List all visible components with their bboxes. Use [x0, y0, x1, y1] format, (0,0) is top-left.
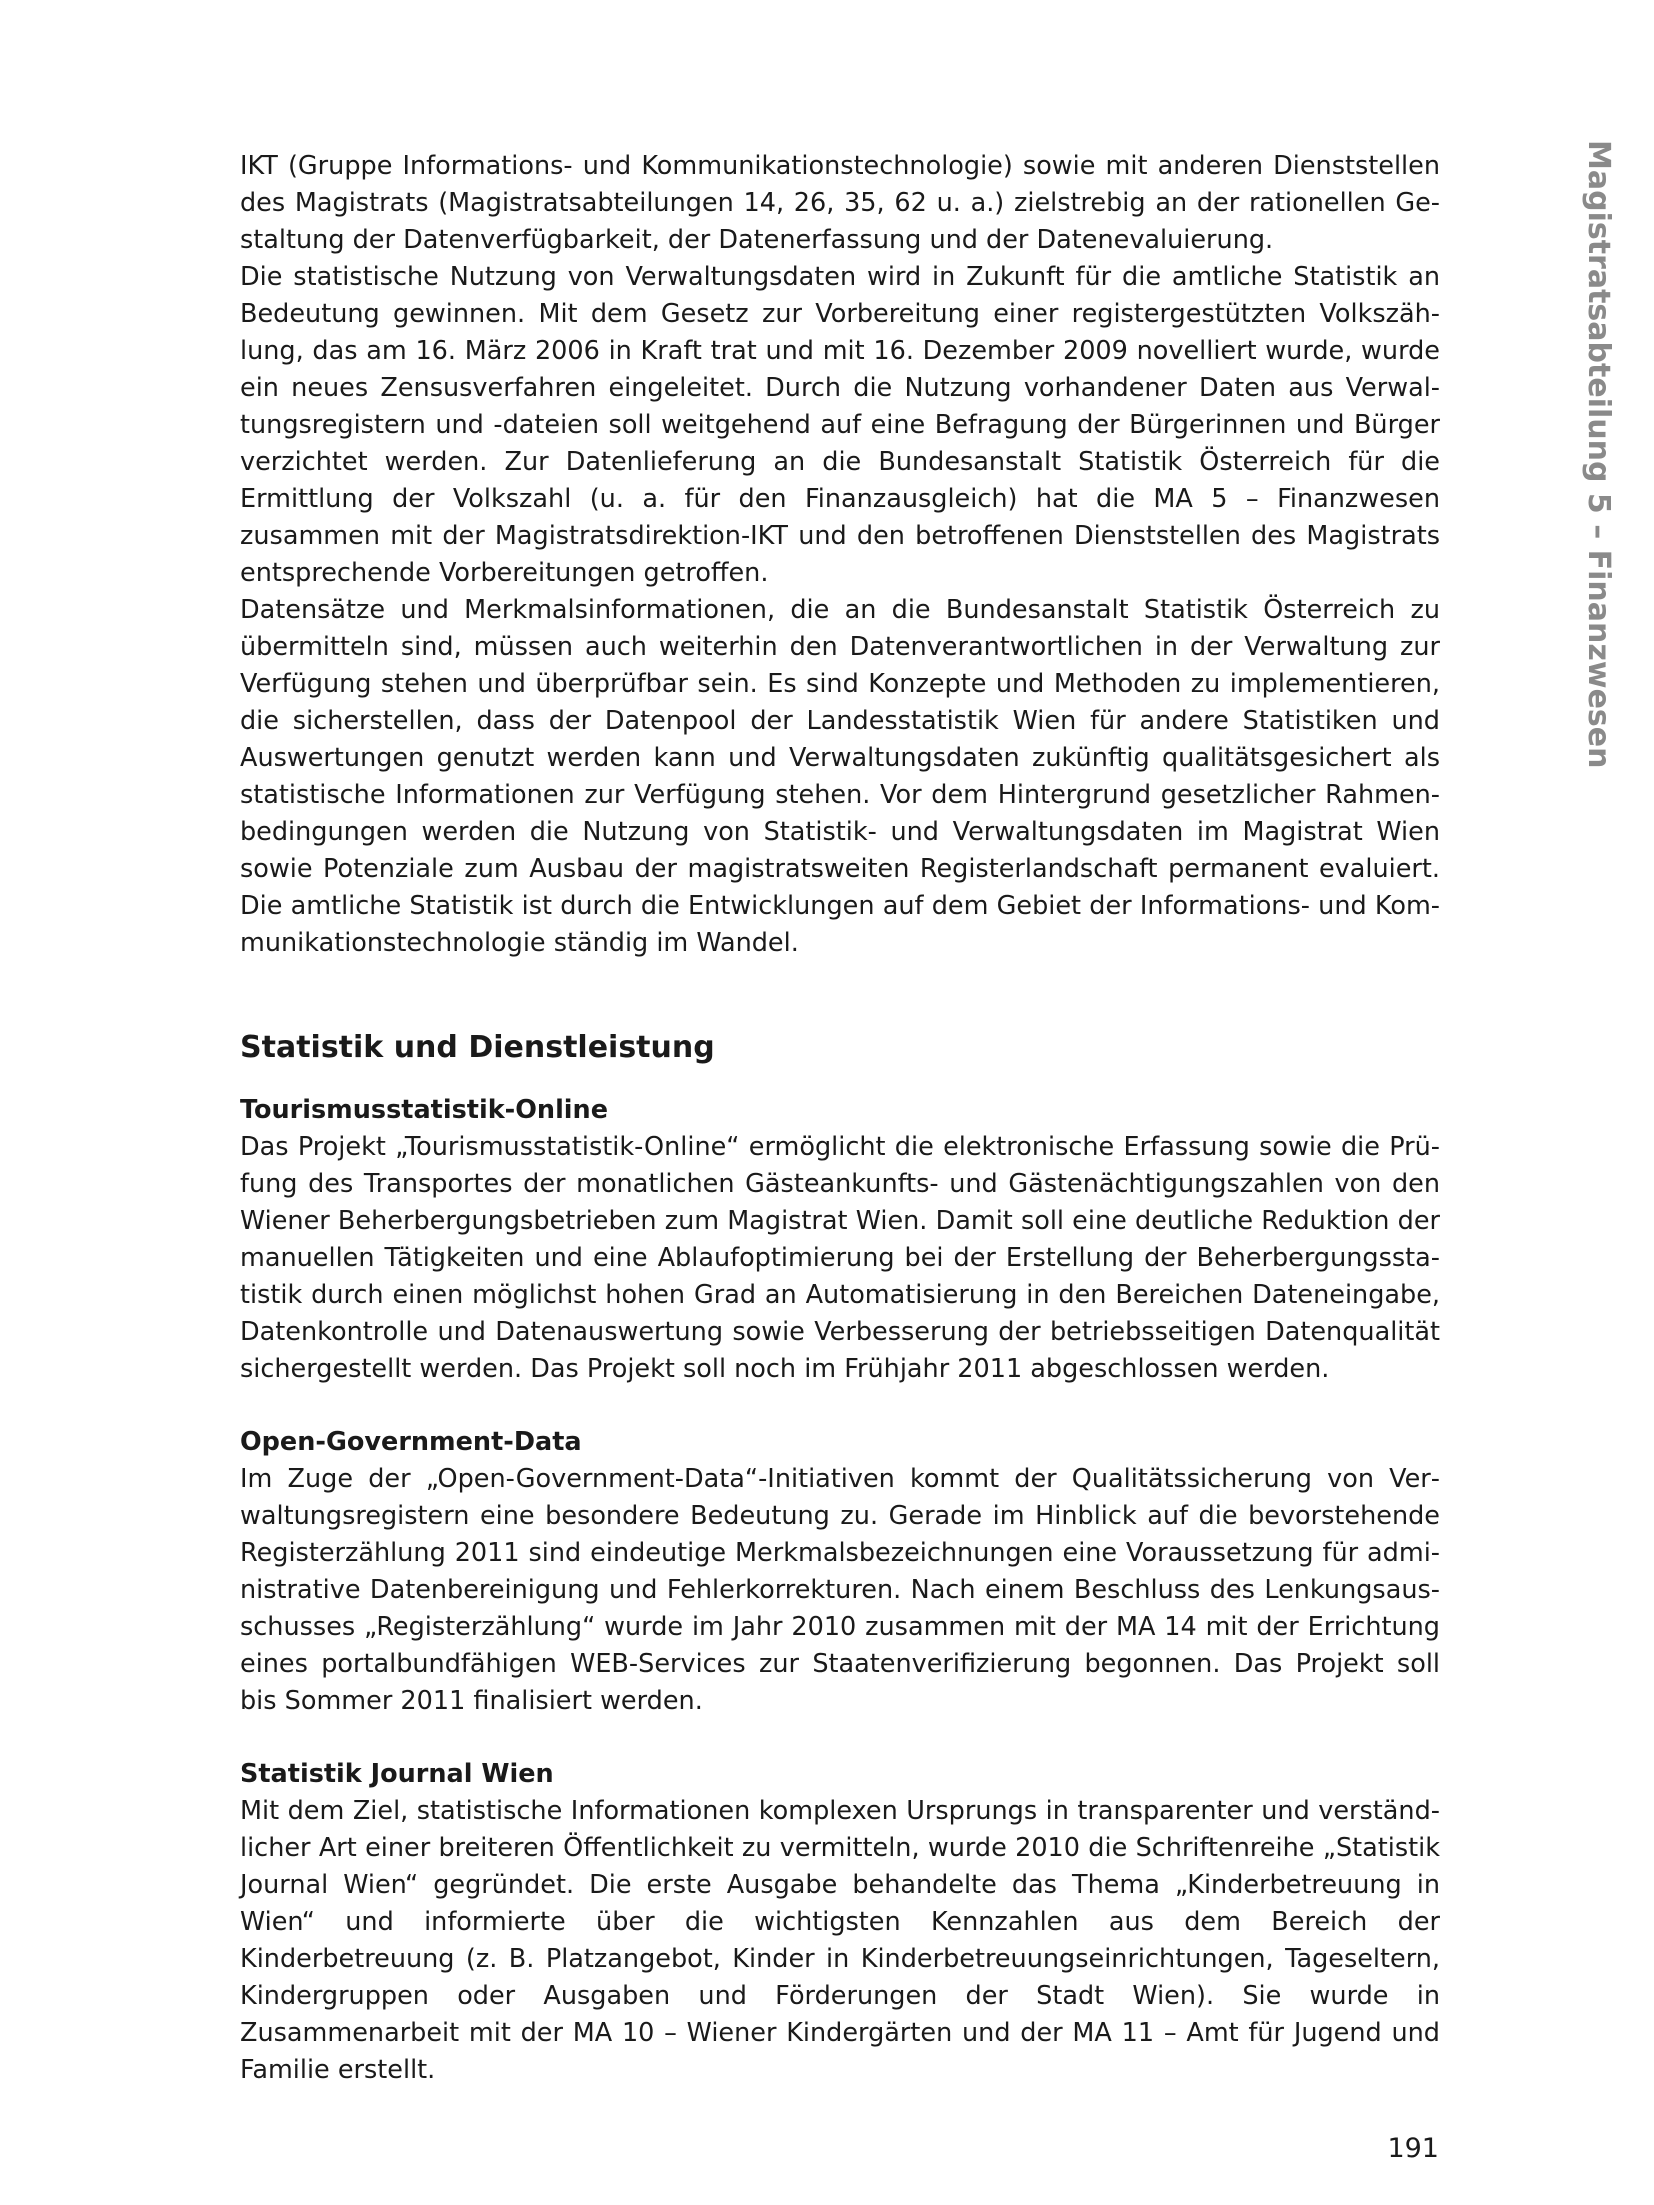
intro-paragraph-2: Die statistische Nutzung von Verwaltungsdaten wird in Zukunft für die amtliche Statistik an Bedeutung gewinnen. Mit dem Gesetz zur Vorbereitung einer registergestützten Volkszählung, das am 16. März 2006 in Kraft trat und mit 16. Dezember 2009 novelliert wurde, wurde ein neues Zensusverfahren eingeleitet. Durch die Nutzung vorhandener Daten aus Verwaltungsregistern und -dateien soll weitgehend auf eine Befragung der Bürgerinnen und Bürger verzichtet werden. Zur Datenlieferung an die Bundesanstalt Statistik Österreich für die Ermittlung der Volkszahl (u. a. für den Finanzausgleich) hat die MA 5 – Finanzwesen zusammen mit der Magistratsdirektion-IKT und den betroffenen Dienststellen des Magistrats entsprechende Vorbereitungen getroffen. [240, 262, 1440, 588]
subsection-heading-open-data: Open-Government-Data [240, 1427, 582, 1457]
side-running-title: Magistratsabteilung 5 – Finanzwesen [1581, 140, 1616, 769]
subsection-text-journal: Mit dem Ziel, statistische Informationen komplexen Ursprungs in transparenter und verständlicher Art einer breiteren Öffentlichkeit zu vermitteln, wurde 2010 die Schriftenreihe „Statistik Journal Wien“ gegründet. Die erste Ausgabe behandelte das Thema „Kinderbetreuung in Wien“ und informierte über die wichtigsten Kennzahlen aus dem Bereich der Kinderbetreuung (z. B. Platzangebot, Kinder in Kinderbetreuungseinrichtungen, Tageseltern, Kindergruppen oder Ausgaben und Förderungen der Stadt Wien). Sie wurde in Zusammenarbeit mit der MA 10 – Wiener Kindergärten und der MA 11 – Amt für Jugend und Familie erstellt. [240, 1796, 1440, 2085]
intro-paragraph-3: Datensätze und Merkmalsinformationen, die an die Bundesanstalt Statistik Österreich zu übermitteln sind, müssen auch weiterhin den Datenverantwortlichen in der Verwaltung zur Verfügung stehen und überprüfbar sein. Es sind Konzepte und Methoden zu implementieren, die sicherstellen, dass der Datenpool der Landesstatistik Wien für andere Statistiken und Auswertungen genutzt werden kann und Verwaltungsdaten zukünftig qualitätsgesichert als statistische Informationen zur Verfügung stehen. Vor dem Hintergrund gesetzlicher Rahmenbedingungen werden die Nutzung von Statistik- und Verwaltungsdaten im Magistrat Wien sowie Potenziale zum Ausbau der magistratsweiten Registerlandschaft permanent evaluiert. Die amtliche Statistik ist durch die Entwicklungen auf dem Gebiet der Informations- und Kommunikationstechnologie ständig im Wandel. [240, 595, 1440, 958]
subsection-text-tourismus: Das Projekt „Tourismusstatistik-Online“ ermöglicht die elektronische Erfassung sowie die Prüfung des Transportes der monatlichen Gästeankunfts- und Gästenächtigungszahlen von den Wiener Beherbergungsbetrieben zum Magistrat Wien. Damit soll eine deutliche Reduktion der manuellen Tätigkeiten und eine Ablaufoptimierung bei der Erstellung der Beherbergungsstatistik durch einen möglichst hohen Grad an Automatisierung in den Bereichen Dateneingabe, Datenkontrolle und Datenauswertung sowie Verbesserung der betriebsseitigen Datenqualität sichergestellt werden. Das Projekt soll noch im Frühjahr 2011 abgeschlossen werden. [240, 1132, 1440, 1384]
subsection-heading-journal: Statistik Journal Wien [240, 1759, 554, 1789]
page-body [240, 148, 1440, 2089]
intro-paragraph-1: IKT (Gruppe Informations- und Kommunikationstechnologie) sowie mit anderen Dienststellen des Magistrats (Magistratsabteilungen 14, 26, 35, 62 u. a.) zielstrebig an der rationellen Gestaltung der Datenverfügbarkeit, der Datenerfassung und der Datenevaluierung. [240, 151, 1440, 255]
subsection-text-open-data: Im Zuge der „Open-Government-Data“-Initiativen kommt der Qualitätssicherung von Verwaltungsregistern eine besondere Bedeutung zu. Gerade im Hinblick auf die bevorstehende Registerzählung 2011 sind eindeutige Merkmalsbezeichnungen eine Voraussetzung für administrative Datenbereinigung und Fehlerkorrekturen. Nach einem Beschluss des Lenkungsausschusses „Registerzählung“ wurde im Jahr 2010 zusammen mit der MA 14 mit der Errichtung eines portalbundfähigen WEB-Services zur Staatenverifizierung begonnen. Das Projekt soll bis Sommer 2011 finalisiert werden. [240, 1464, 1440, 1716]
section-heading: Statistik und Dienstleistung [240, 1030, 715, 1065]
subsection-heading-tourismus: Tourismusstatistik-Online [240, 1095, 608, 1125]
page-number: 191 [1387, 2133, 1439, 2164]
